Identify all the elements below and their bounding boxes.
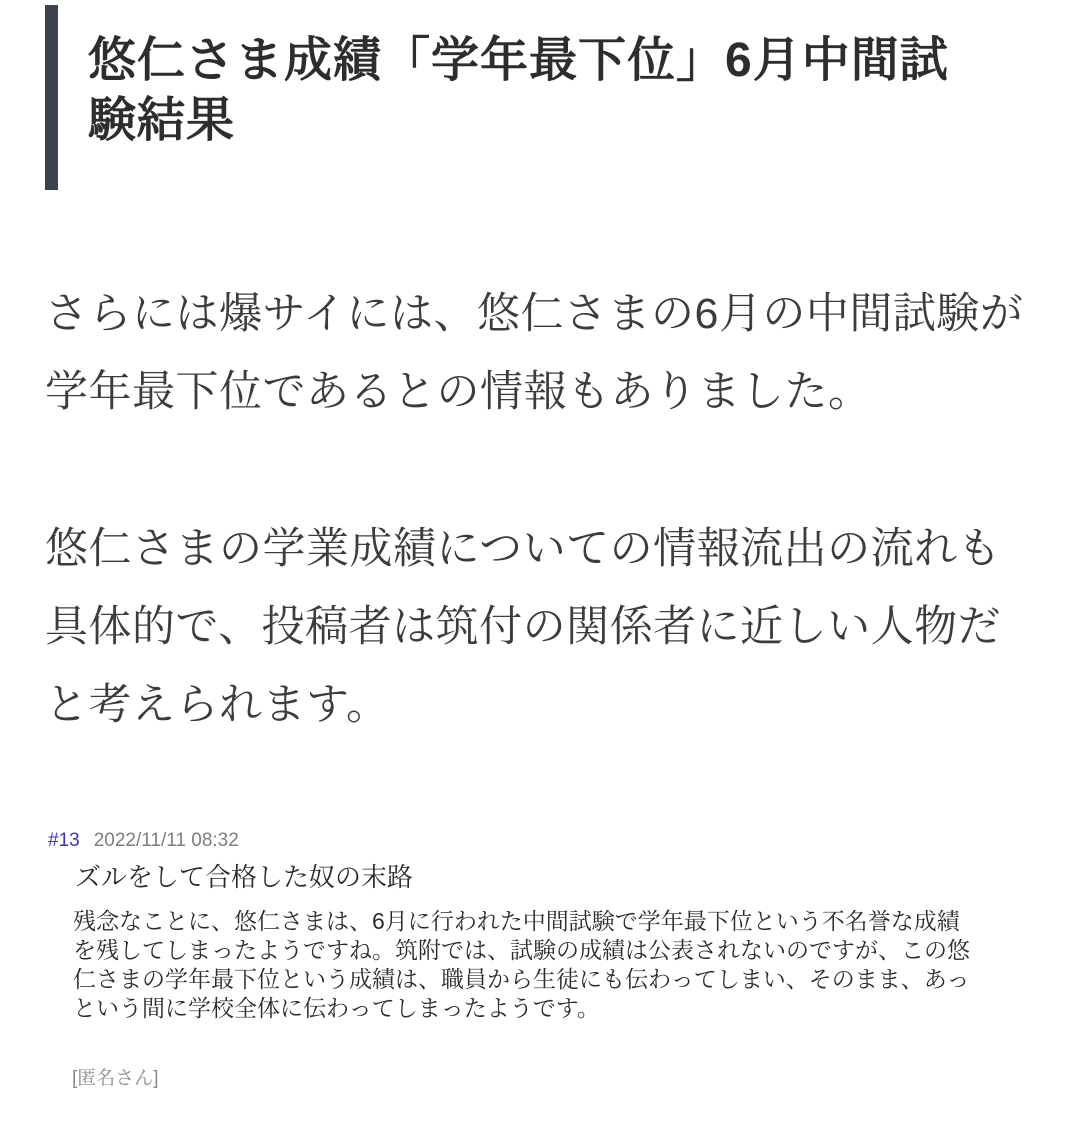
post-body-line: 仁さまの学年最下位という成績は、職員から生徒にも伝わってしまい、そのまま、あっ [73,966,970,992]
paragraph-line: 悠仁さまの学業成績についての情報流出の流れも [45,525,1002,573]
paragraph [45,275,1080,431]
paragraph [45,510,1080,744]
post-author: [匿名さん] [72,1068,159,1089]
paragraph-line: さらには爆サイには、悠仁さまの6月の中間試験が [45,290,1024,338]
paragraph-line: 学年最下位であるとの情報もありました。 [45,368,872,416]
post-body-line: を残してしまったようですね。筑附では、試験の成績は公表されないのですが、この悠 [73,937,970,963]
quoted-forum-post [48,830,1080,1090]
post-body-line: という間に学校全体に伝わってしまったようです。 [73,995,600,1021]
post-timestamp: 2022/11/11 08:32 [93,830,239,851]
page-title-line: 験結果 [88,94,236,147]
post-body-line: 残念なことに、悠仁さまは、6月に行われた中間試験で学年最下位という不名誉な成績 [73,908,960,934]
page-title-line: 悠仁さま成績「学年最下位」6月中間試 [88,34,949,87]
page-title [88,5,949,190]
post-body [73,907,1080,1023]
title-accent-bar [45,5,58,190]
post-meta [48,830,1080,852]
post-number-link[interactable]: #13 [48,830,80,851]
paragraph-line: 具体的で、投稿者は筑付の関係者に近しい人物だ [45,603,1002,651]
post-title: ズルをして合格した奴の末路 [75,862,414,892]
title-block [45,5,1080,190]
paragraph-line: と考えられます。 [45,681,390,729]
